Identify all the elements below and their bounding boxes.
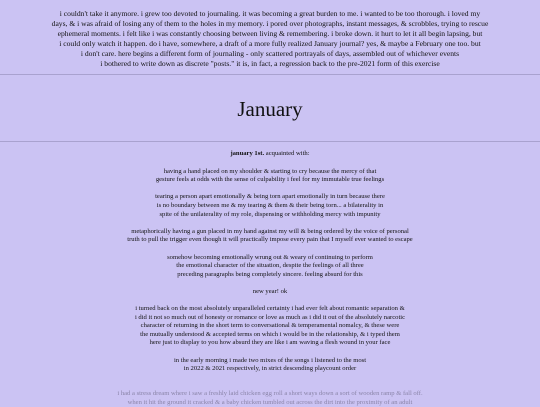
- entry-paragraph: [20, 357, 520, 374]
- paragraph-line: the emotional character of the situation, despite the feelings of all three: [176, 262, 364, 270]
- intro-line: i could only watch it happen. do i have, somewhere, a draft of a more fully realized January journal? yes, & maybe a February one too. but: [59, 39, 481, 48]
- paragraph-line: somehow becoming emotionally wrung out & weary of continuing to perform: [167, 253, 373, 261]
- paragraph-line: truth to pull the trigger even though it will practically impose every pain that I myself ever wanted to escape: [127, 236, 413, 244]
- entry-paragraph: [20, 228, 520, 245]
- divider: [0, 74, 540, 75]
- intro-text: [8, 9, 532, 69]
- entry-paragraphs: [20, 168, 520, 374]
- intro-line: i don't care. here begins a different form of journaling - only scattered portrayals of days, assembled out of whichever events: [80, 49, 460, 58]
- faded-line: when it hit the ground it cracked & a baby chicken tumbled out across the dirt into the proximity of an adult: [127, 398, 413, 406]
- paragraph-line: metaphorically having a gun placed in my hand against my will & being ordered by the voice of personal: [131, 227, 409, 235]
- intro-line: i couldn't take it anymore. i grew too devoted to journaling. it was becoming a great burden to me. i wanted to be too thorough. i loved my: [59, 9, 481, 18]
- paragraph-line: i turned back on the most absolutely unparalleled certainty i had ever felt about romantic separation &: [135, 305, 405, 313]
- paragraph-line: spite of the unilaterality of my role, dispensing or withholding mercy with impunity: [159, 210, 381, 218]
- entry-paragraph: [20, 288, 520, 297]
- entry-paragraph: [20, 254, 520, 280]
- paragraph-line: is no boundary between me & my tearing & them & their being torn... a bilaterality in: [156, 201, 384, 209]
- entry-paragraph: [20, 305, 520, 348]
- divider: [0, 141, 540, 142]
- paragraph-line: tearing a person apart emotionally & being torn apart emotionally in turn because there: [155, 193, 385, 201]
- month-title: January: [237, 97, 303, 121]
- paragraph-line: preceding paragraphs being completely sincere. feeling absurd for this: [177, 270, 363, 278]
- paragraph-line: new year! ok: [252, 287, 288, 295]
- paragraph-line: character of returning in the short term to conversational & temperamental nomalcy, & these were: [140, 322, 400, 330]
- paragraph-line: gesture feels at odds with the sense of culpability i feel for my immutable true feelings: [155, 176, 385, 184]
- entry-date: january 1st.: [230, 150, 265, 157]
- entry-paragraph: [20, 193, 520, 219]
- paragraph-line: in the early morning i made two mixes of the songs i listened to the most: [173, 356, 367, 364]
- paragraph-line: having a hand placed on my shoulder & starting to cry because the mercy of that: [163, 167, 377, 175]
- intro-line: ephemeral moments. i felt like i was constantly choosing between living & remembering. i broke down. it hurt to let it all begin lapsing, but: [57, 29, 483, 38]
- intro-line: i bothered to write down as discrete "posts." it is, in fact, a regression back to the pre-2021 form of this exercise: [100, 59, 440, 68]
- paragraph-line: in 2022 & 2021 respectively, in strict descending playcount order: [183, 365, 357, 373]
- paragraph-line: here just to display to you how absurd they are like i am waving a flesh wound in your face: [149, 339, 391, 347]
- faded-line: i had a stress dream where i saw a freshly laid chicken egg roll a short ways down a sort of wooden ramp & fall off.: [117, 390, 423, 397]
- intro-line: days, & i was afraid of losing any of them to the holes in my memory. i pored over photographs, instant messages, & scrobbles, trying to rescue: [51, 19, 489, 28]
- journal-entry: [20, 150, 520, 382]
- entry-heading: [20, 150, 520, 159]
- entry-paragraph: [20, 168, 520, 185]
- paragraph-line: the mutually understood & accepted terms on which i would be in the relationship, & i typed them: [140, 330, 400, 338]
- entry-intro: acquainted with:: [264, 150, 310, 157]
- paragraph-line: i did it not so much out of honesty or romance or love as much as i did it out of the absolutely narcotic: [134, 313, 406, 321]
- faded-entry-continuation: [20, 390, 520, 407]
